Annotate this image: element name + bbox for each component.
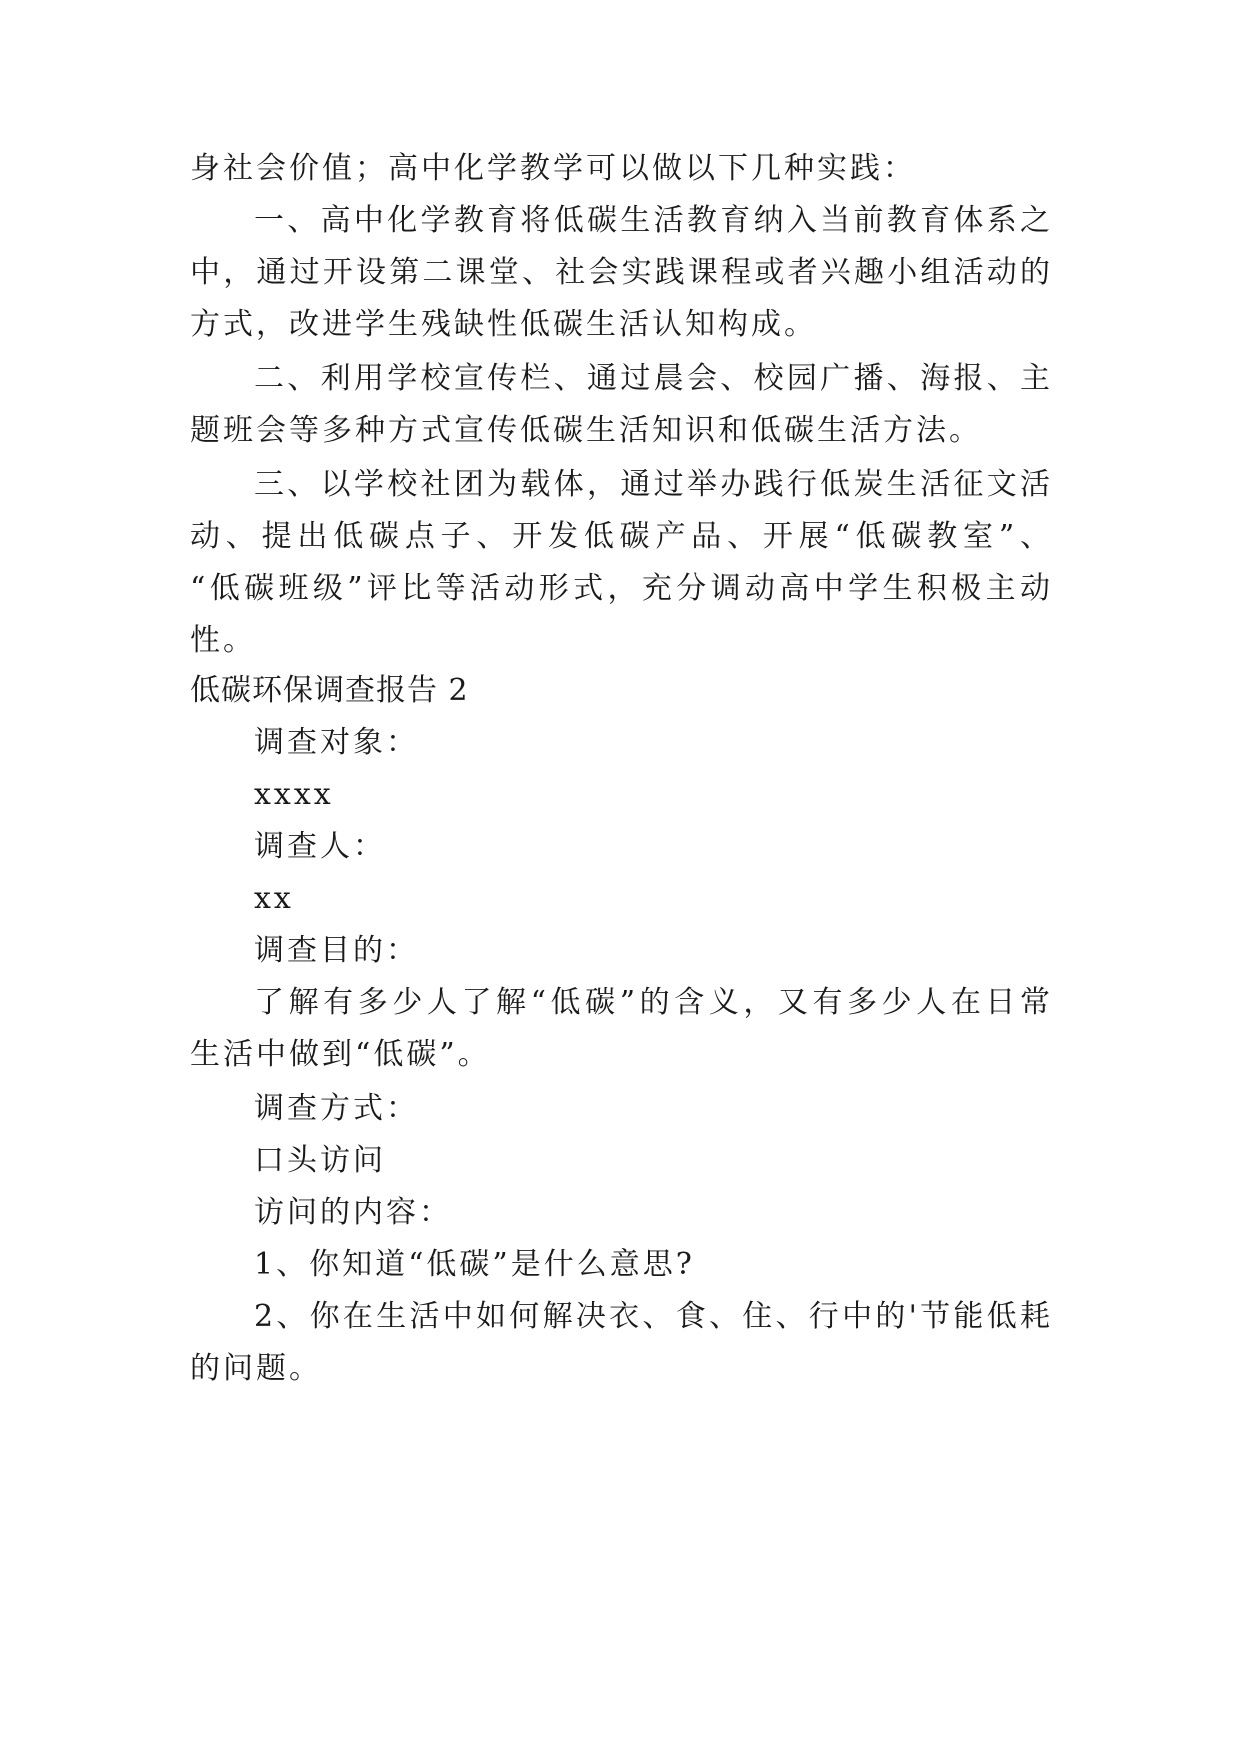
survey-method-value: 口头访问 [254,1143,386,1178]
survey-subject-value: xxxx [254,777,334,812]
paragraph-line: 题班会等多种方式宣传低碳生活知识和低碳生活方法。 [190,413,982,448]
survey-content-label: 访问的内容： [254,1195,452,1230]
paragraph-line: 二、利用学校宣传栏、通过晨会、校园广播、海报、主 [254,361,1050,396]
paragraph-line: 三、以学校社团为载体，通过举办践行低炭生活征文活 [254,467,1050,502]
paragraph-line: “低碳班级”评比等活动形式，充分调动高中学生积极主动 [190,571,1050,606]
paragraph-line: 动、提出低碳点子、开发低碳产品、开展“低碳教室”、 [190,519,1050,554]
survey-purpose-label: 调查目的： [254,933,419,968]
paragraph-line: 身社会价值；高中化学教学可以做以下几种实践： [190,151,916,186]
survey-person-value: xx [254,881,294,916]
survey-person-label: 调查人： [254,829,386,864]
survey-purpose-text: 了解有多少人了解“低碳”的含义，又有多少人在日常 [254,985,1050,1020]
survey-subject-label: 调查对象： [254,725,419,760]
survey-question: 1、你知道“低碳”是什么意思? [254,1247,695,1282]
section-title: 低碳环保调查报告 2 [190,673,469,708]
survey-question: 2、你在生活中如何解决衣、食、住、行中的'节能低耗 [254,1299,1050,1334]
survey-purpose-text: 生活中做到“低碳”。 [190,1037,491,1072]
paragraph-line: 一、高中化学教育将低碳生活教育纳入当前教育体系之 [254,203,1050,238]
survey-method-label: 调查方式： [254,1091,419,1126]
paragraph-line: 性。 [190,623,256,658]
survey-question: 的问题。 [190,1351,322,1386]
paragraph-line: 方式，改进学生残缺性低碳生活认知构成。 [190,307,817,342]
paragraph-line: 中，通过开设第二课堂、社会实践课程或者兴趣小组活动的 [190,255,1050,290]
